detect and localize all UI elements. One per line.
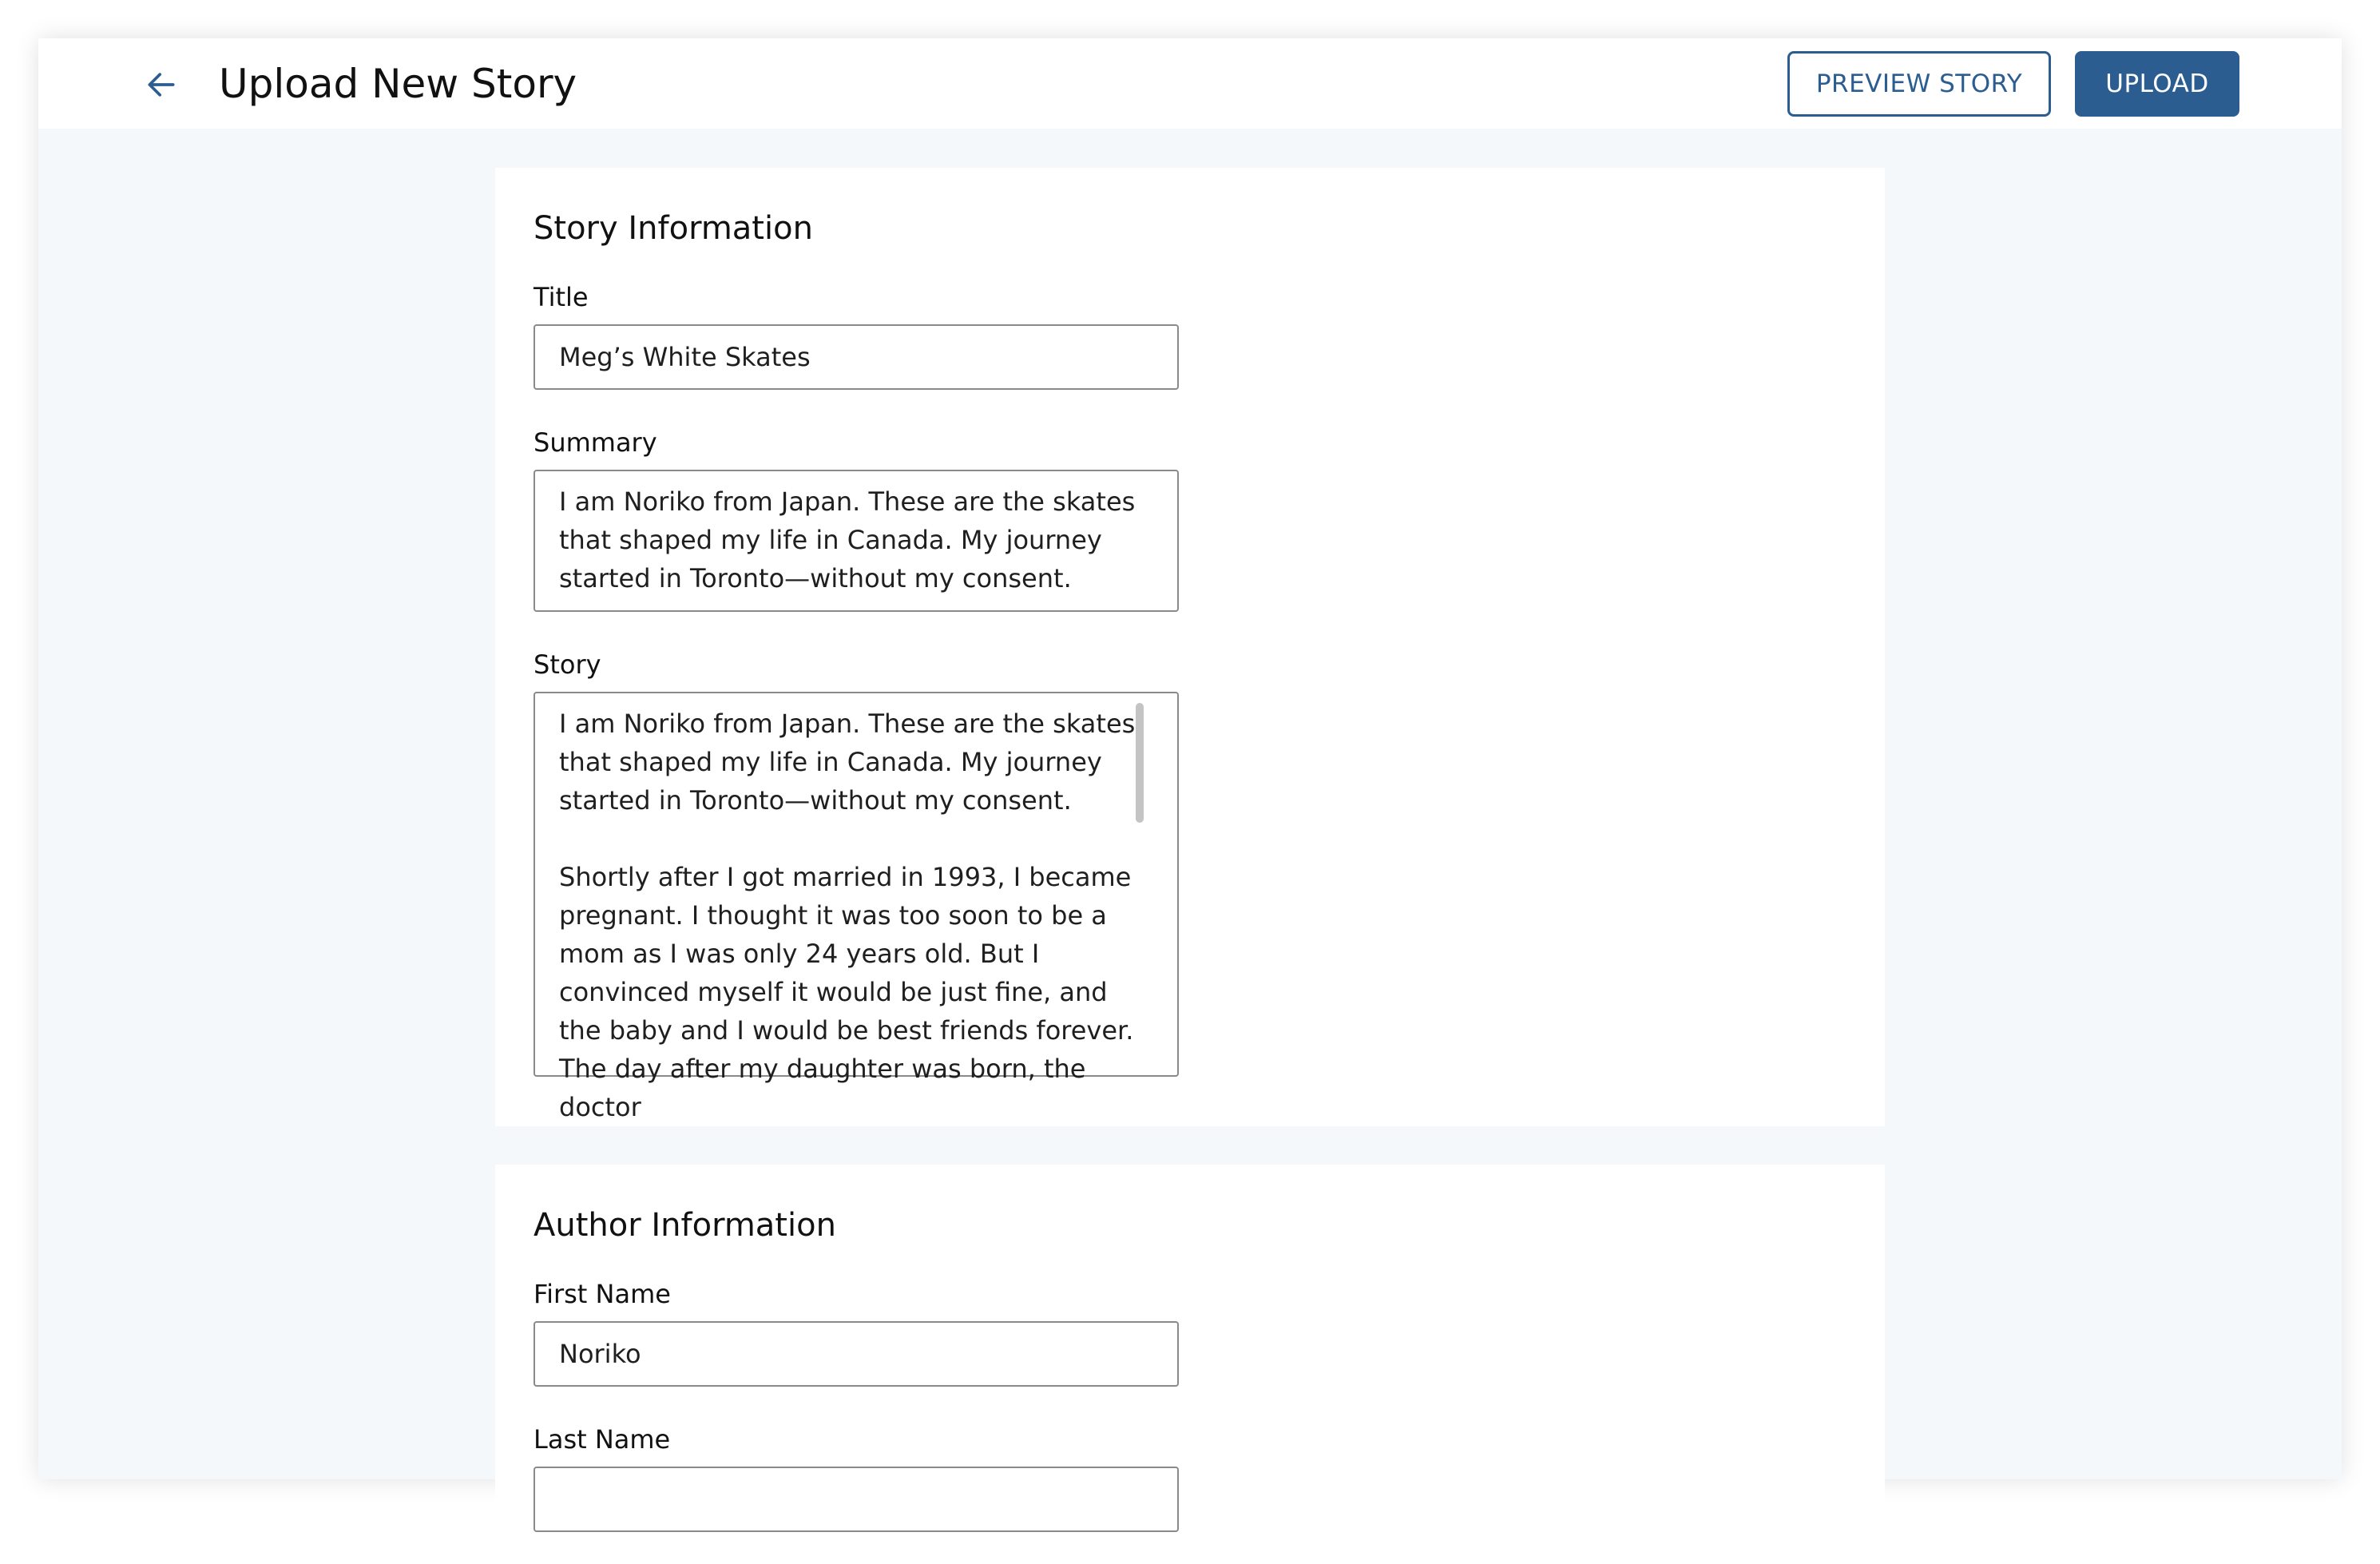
story-textarea-wrapper xyxy=(495,692,1217,1122)
last-name-label: Last Name xyxy=(534,1424,671,1455)
first-name-input[interactable]: Noriko xyxy=(534,1321,1179,1387)
last-name-input[interactable] xyxy=(534,1467,1179,1532)
story-scrollbar[interactable] xyxy=(1136,703,1144,823)
story-information-heading: Story Information xyxy=(534,210,813,247)
preview-story-button[interactable]: PREVIEW STORY xyxy=(1787,51,2051,117)
author-information-heading: Author Information xyxy=(534,1207,836,1244)
top-bar xyxy=(38,38,2342,129)
arrow-left-icon xyxy=(144,67,179,102)
first-name-label: First Name xyxy=(534,1279,671,1309)
title-input[interactable]: Meg’s White Skates xyxy=(534,324,1179,390)
title-label: Title xyxy=(534,282,589,312)
story-label: Story xyxy=(534,649,601,680)
story-information-card xyxy=(495,168,1885,1126)
page-title: Upload New Story xyxy=(219,61,577,107)
app-window xyxy=(38,38,2342,1479)
story-textarea[interactable]: I am Noriko from Japan. These are the skates that shaped my life in Canada. My journey started in Toronto—without my consent. Shortly after I got married in 1993, I became pregnant. I thought it was too soon to be a mom as I was only 24 years old. But I convinced myself it would be just fine, and the baby and I would be best friends forever. The day after my daughter was born, the doctor xyxy=(534,692,1179,1077)
back-button[interactable] xyxy=(139,62,184,107)
summary-label: Summary xyxy=(534,427,657,458)
upload-button[interactable]: UPLOAD xyxy=(2075,51,2239,117)
summary-textarea[interactable]: I am Noriko from Japan. These are the skates that shaped my life in Canada. My journey started in Toronto—without my consent. xyxy=(534,470,1179,612)
author-information-card xyxy=(495,1165,1885,1564)
